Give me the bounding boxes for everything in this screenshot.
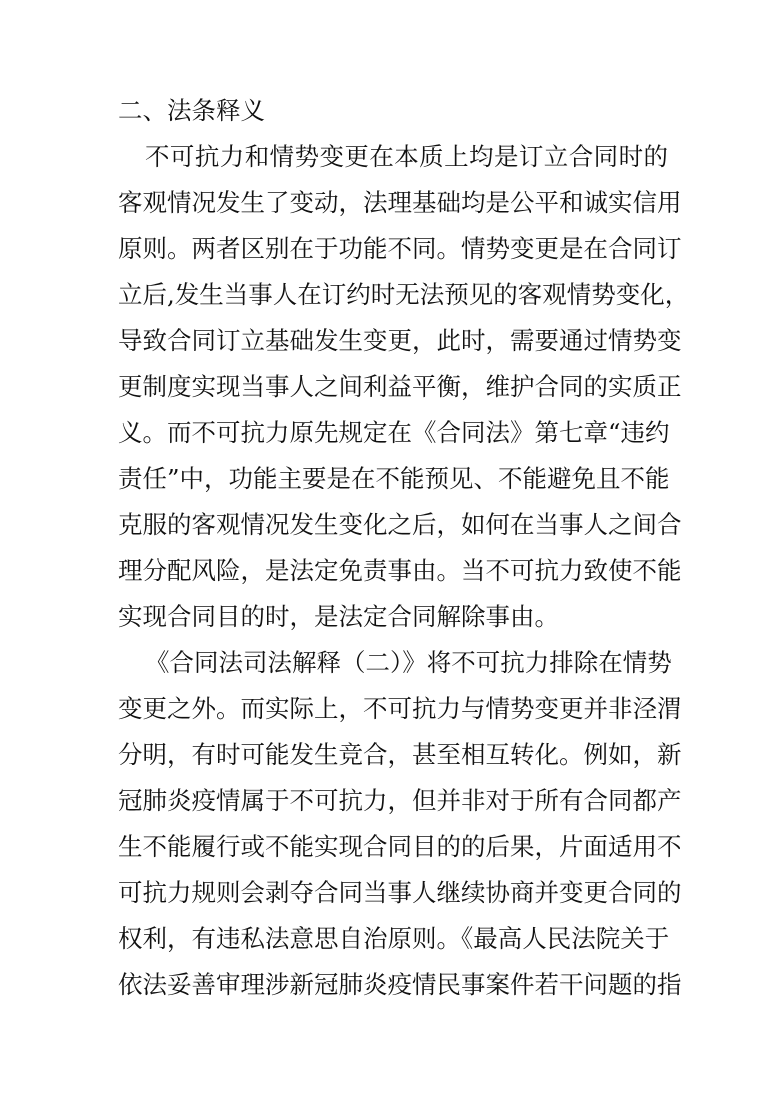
text-line: 变更之外。而实际上，不可抗力与情势变更并非泾渭 [118, 694, 682, 723]
text-line: 责任”中，功能主要是在不能预见、不能避免且不能 [118, 464, 670, 493]
text-line: 《合同法司法解释（二）》将不可抗力排除在情势 [145, 648, 672, 677]
text-line: 权利，有违私法意思自治原则。《最高人民法院关于 [118, 924, 670, 953]
text-line: 实现合同目的时，是法定合同解除事由。 [118, 602, 559, 631]
text-line: 客观情况发生了变动，法理基础均是公平和诚实信用 [118, 188, 682, 217]
text-line: 分明，有时可能发生竞合，甚至相互转化。例如，新 [118, 740, 682, 769]
paragraph-1 [118, 134, 690, 640]
text-line: 理分配风险，是法定免责事由。当不可抗力致使不能 [118, 556, 682, 585]
text-line: 生不能履行或不能实现合同目的的后果，片面适用不 [118, 832, 682, 861]
text-line: 冠肺炎疫情属于不可抗力，但并非对于所有合同都产 [118, 786, 682, 815]
section-heading: 二、法条释义 [118, 96, 265, 125]
text-line: 义。而不可抗力原先规定在《合同法》第七章“违约 [118, 418, 670, 447]
text-line: 导致合同订立基础发生变更，此时，需要通过情势变 [118, 326, 682, 355]
text-line: 原则。两者区别在于功能不同。情势变更是在合同订 [118, 234, 682, 263]
paragraph-2 [118, 640, 682, 1008]
text-line: 不可抗力和情势变更在本质上均是订立合同时的 [145, 142, 668, 171]
text-line: 克服的客观情况发生变化之后，如何在当事人之间合 [118, 510, 682, 539]
text-line: 更制度实现当事人之间利益平衡，维护合同的实质正 [118, 372, 682, 401]
text-line: 依法妥善审理涉新冠肺炎疫情民事案件若干问题的指 [118, 970, 682, 999]
text-line: 立后,发生当事人在订约时无法预见的客观情势变化， [118, 280, 690, 309]
text-line: 可抗力规则会剥夺合同当事人继续协商并变更合同的 [118, 878, 682, 907]
